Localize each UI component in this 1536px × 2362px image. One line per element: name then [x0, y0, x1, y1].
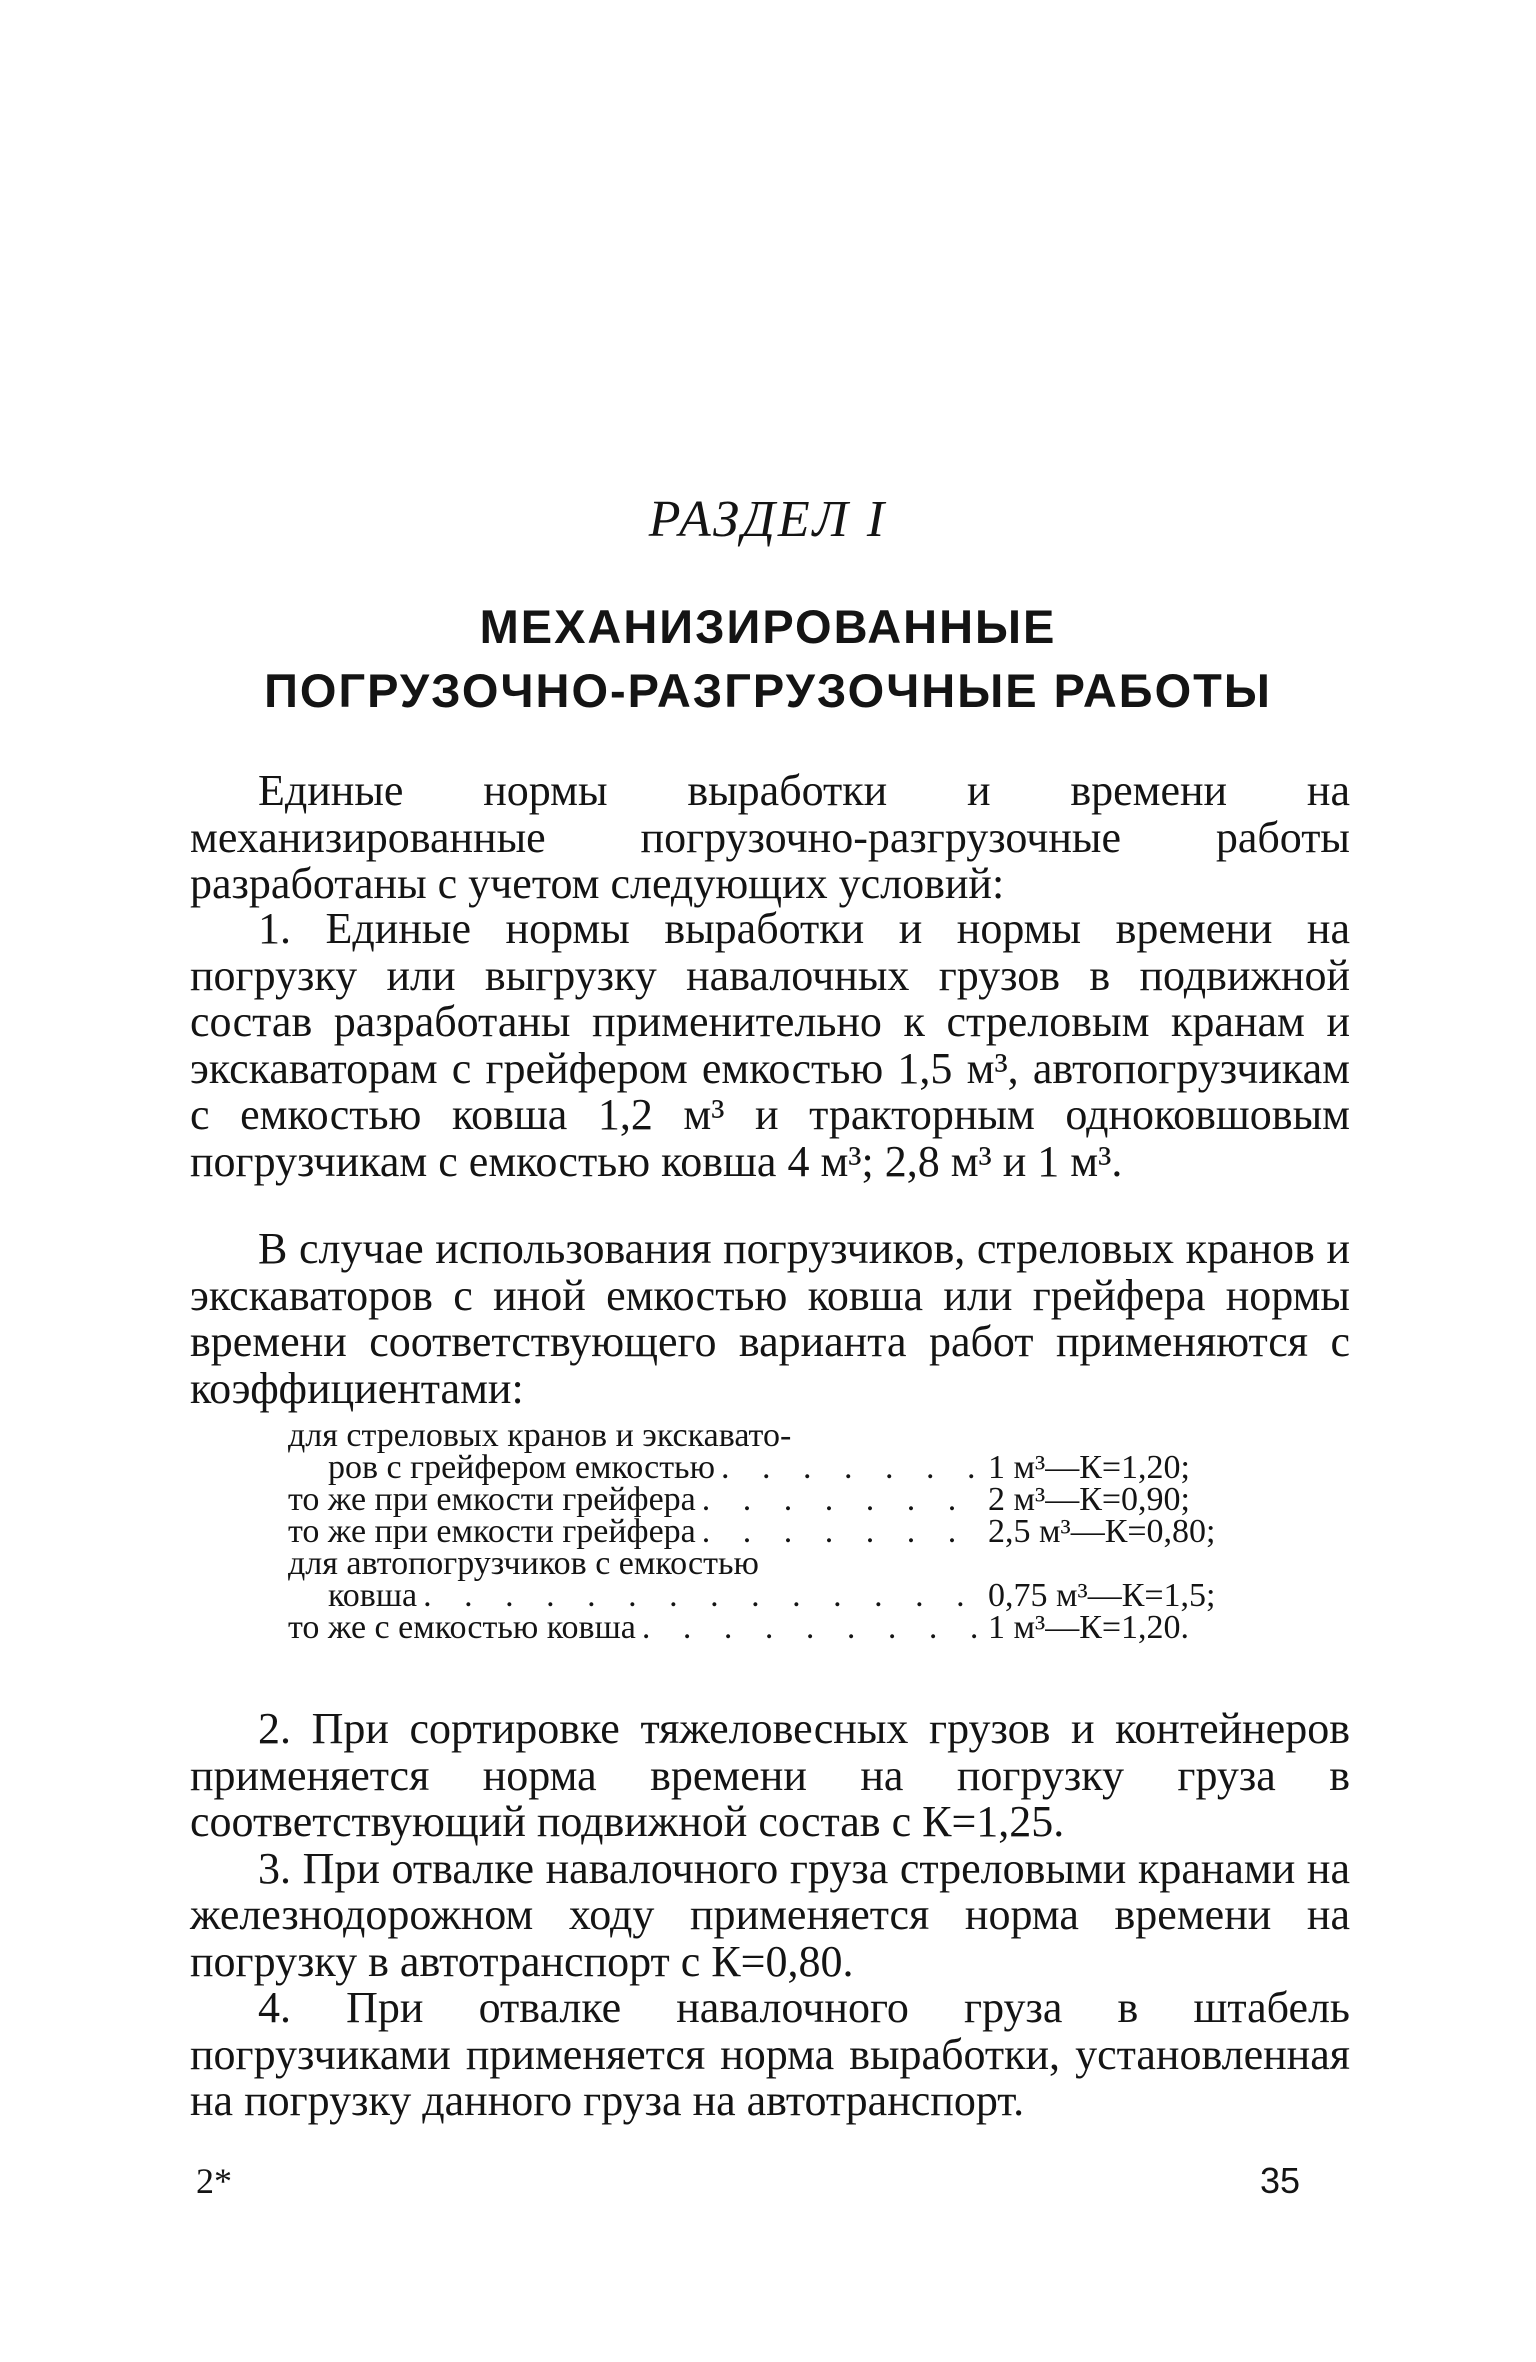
coef-label: то же с емкостью ковша — [288, 1609, 636, 1646]
coef-label: ковша — [328, 1577, 418, 1614]
coef-label: для стреловых кранов и экскавато- — [288, 1417, 792, 1454]
dot-leader — [696, 1484, 988, 1516]
coef-row — [288, 1417, 1238, 1454]
numbered-items — [190, 1706, 1350, 2125]
intro-text: Единые нормы выработки и времени на механизированные погрузочно-разгрузочные работы разработаны с учетом следующих условий: — [190, 766, 1350, 908]
signature-mark: 2* — [196, 2161, 232, 2201]
coef-row — [288, 1449, 1238, 1486]
page-title — [0, 595, 1536, 723]
coef-value: 2 м³—К=0,90; — [988, 1481, 1191, 1518]
condition-1-text: 1. Единые нормы выработки и нормы времени на погрузку или выгрузку навалочных грузов в подвижной состав разработаны применительно к стреловым кранам и экскаваторам с грейфером емкостью 1,5 м³, автопогрузчикам с емкостью ковша 1,2 м³ и тракторным одноковшовым погрузчикам с емкостью ковша 4 м³; 2,8 м³ и 1 м³. — [190, 904, 1350, 1186]
coef-row — [288, 1481, 1238, 1518]
coefficient-table — [288, 1417, 1238, 1646]
coef-label: то же при емкости грейфера — [288, 1513, 696, 1550]
title-line-2: ПОГРУЗОЧНО-РАЗГРУЗОЧНЫЕ РАБОТЫ — [264, 664, 1272, 717]
dot-leader — [715, 1452, 988, 1484]
coef-label: ров с грейфером емкостью — [328, 1449, 715, 1486]
coef-row — [288, 1577, 1238, 1614]
coef-value: 1 м³—К=1,20. — [988, 1609, 1190, 1646]
condition-1 — [190, 906, 1350, 1185]
coef-row — [288, 1513, 1238, 1550]
coef-label: для автопогрузчиков с емкостью — [288, 1545, 759, 1582]
coef-row — [288, 1545, 1238, 1582]
coef-value: 0,75 м³—К=1,5; — [988, 1577, 1216, 1614]
coef-value: 1 м³—К=1,20; — [988, 1449, 1191, 1486]
dot-leader — [636, 1612, 988, 1644]
section-label: РАЗДЕЛ I — [648, 491, 888, 548]
intro-paragraph — [190, 768, 1350, 908]
coef-value: 2,5 м³—К=0,80; — [988, 1513, 1216, 1550]
list-item: 4. При отвалке навалочного груза в штабель погрузчиками применяется норма выработки, установленная на погрузку данного груза на автотранспорт. — [190, 1983, 1350, 2125]
coefficient-intro-text: В случае использования погрузчиков, стреловых кранов и экскаваторов с иной емкостью ковша или грейфера нормы времени соответствующего варианта работ применяются с коэффициентами: — [190, 1224, 1350, 1413]
dot-leader — [417, 1580, 988, 1612]
list-item: 3. При отвалке навалочного груза стреловыми кранами на железнодорожном ходу применяется норма времени на погрузку в автотранспорт с К=0,80. — [190, 1843, 1350, 1986]
list-item: 2. При сортировке тяжеловесных грузов и контейнеров применяется норма времени на погрузку груза в соответствующий подвижной состав с К=1,25. — [190, 1704, 1350, 1846]
page-number: 35 — [1259, 2160, 1300, 2201]
title-line-1: МЕХАНИЗИРОВАННЫЕ — [479, 600, 1057, 653]
dot-leader — [696, 1516, 988, 1548]
coef-row — [288, 1609, 1238, 1646]
coef-label: то же при емкости грейфера — [288, 1481, 696, 1518]
coefficient-intro — [190, 1226, 1350, 1412]
